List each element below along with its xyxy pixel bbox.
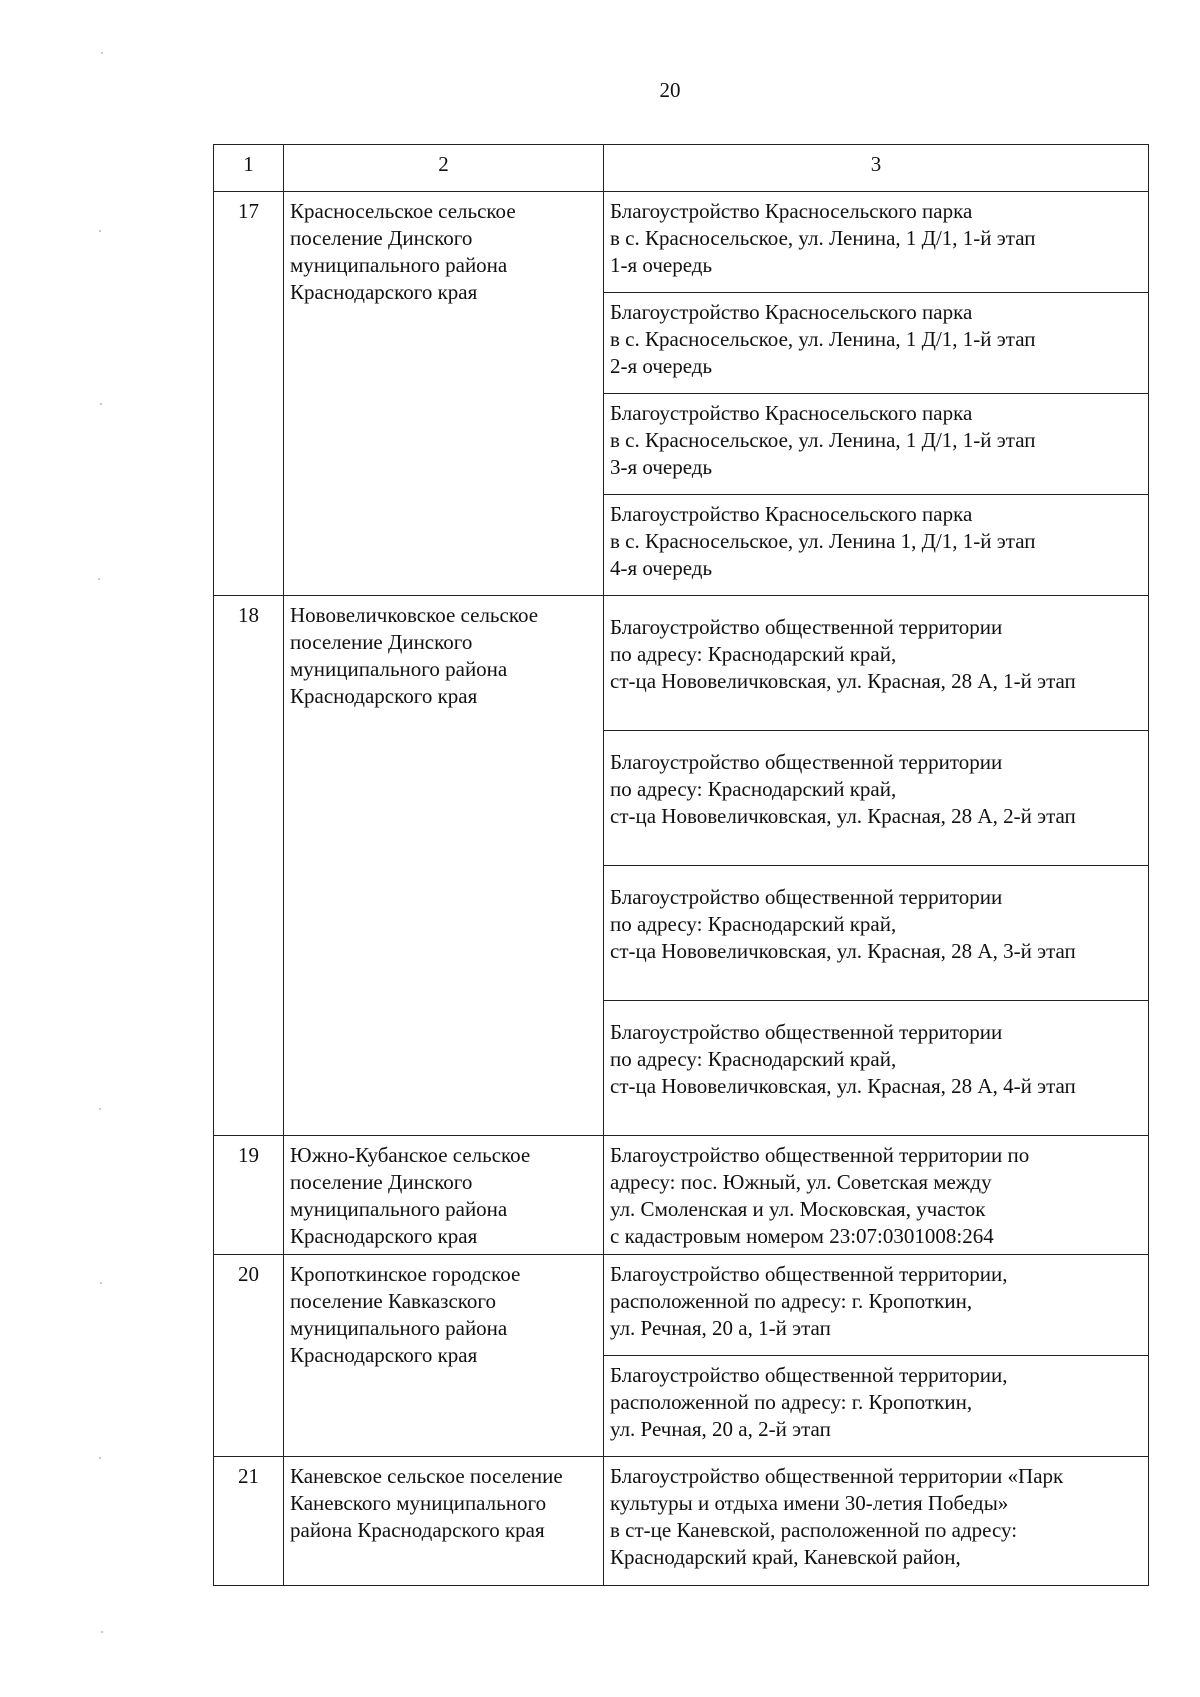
row-number: 21 <box>214 1457 284 1586</box>
header-col-1: 1 <box>214 145 284 192</box>
table-row <box>214 596 1149 731</box>
work-cell: Благоустройство общественной территории по адресу: Краснодарский край, ст-ца Нововеличковская, ул. Красная, 28 А, 2-й этап <box>604 731 1149 866</box>
row-number: 18 <box>214 596 284 1136</box>
organization-cell: Кропоткинское городское поселение Кавказского муниципального района Краснодарского края <box>284 1255 604 1457</box>
table-header-row <box>214 145 1149 192</box>
table-row <box>214 1255 1149 1356</box>
header-col-3: 3 <box>604 145 1149 192</box>
work-cell: Благоустройство общественной территории по адресу: Краснодарский край, ст-ца Нововеличковская, ул. Красная, 28 А, 4-й этап <box>604 1001 1149 1136</box>
page-number: 20 <box>659 78 681 102</box>
work-cell: Благоустройство общественной территории, расположенной по адресу: г. Кропоткин, ул. Речная, 20 а, 1-й этап <box>604 1255 1149 1356</box>
scan-speck <box>99 1108 101 1110</box>
work-cell: Благоустройство Красносельского парка в с. Красносельское, ул. Ленина, 1 Д/1, 1-й этап 3-я очередь <box>604 394 1149 495</box>
work-cell: Благоустройство общественной территории по адресу: Краснодарский край, ст-ца Нововеличковская, ул. Красная, 28 А, 1-й этап <box>604 596 1149 731</box>
header-col-2: 2 <box>284 145 604 192</box>
row-number: 20 <box>214 1255 284 1457</box>
work-cell: Благоустройство Красносельского парка в с. Красносельское, ул. Ленина 1, Д/1, 1-й этап 4-я очередь <box>604 495 1149 596</box>
work-cell: Благоустройство Красносельского парка в с. Красносельское, ул. Ленина, 1 Д/1, 1-й этап 1-я очередь <box>604 192 1149 293</box>
organization-cell: Красносельское сельское поселение Динского муниципального района Краснодарского края <box>284 192 604 596</box>
row-number: 19 <box>214 1136 284 1255</box>
work-cell: Благоустройство общественной территории «Парк культуры и отдыха имени 30-летия Победы» в ст-це Каневской, расположенной по адресу: Краснодарский край, Каневской район, <box>604 1457 1149 1586</box>
scan-speck <box>100 1282 102 1284</box>
work-cell: Благоустройство общественной территории, расположенной по адресу: г. Кропоткин, ул. Речная, 20 а, 2-й этап <box>604 1356 1149 1457</box>
table-row <box>214 1457 1149 1586</box>
work-cell: Благоустройство общественной территории по адресу: Краснодарский край, ст-ца Нововеличковская, ул. Красная, 28 А, 3-й этап <box>604 866 1149 1001</box>
scan-speck <box>99 230 101 232</box>
scan-speck <box>98 578 100 580</box>
scan-speck <box>99 1457 101 1459</box>
scan-speck <box>101 52 103 54</box>
organization-cell: Южно-Кубанское сельское поселение Динского муниципального района Краснодарского края <box>284 1136 604 1255</box>
scan-speck <box>100 403 102 405</box>
row-number: 17 <box>214 192 284 596</box>
organization-cell: Нововеличковское сельское поселение Динского муниципального района Краснодарского края <box>284 596 604 1136</box>
table-row <box>214 1136 1149 1255</box>
organization-cell: Каневское сельское поселение Каневского муниципального района Краснодарского края <box>284 1457 604 1586</box>
work-cell: Благоустройство общественной территории по адресу: пос. Южный, ул. Советская между ул. Смоленская и ул. Московская, участок с кадастровым номером 23:07:0301008:264 <box>604 1136 1149 1255</box>
improvement-table <box>213 144 1149 1586</box>
scan-speck <box>101 1631 103 1633</box>
work-cell: Благоустройство Красносельского парка в с. Красносельское, ул. Ленина, 1 Д/1, 1-й этап 2-я очередь <box>604 293 1149 394</box>
table-row <box>214 192 1149 293</box>
